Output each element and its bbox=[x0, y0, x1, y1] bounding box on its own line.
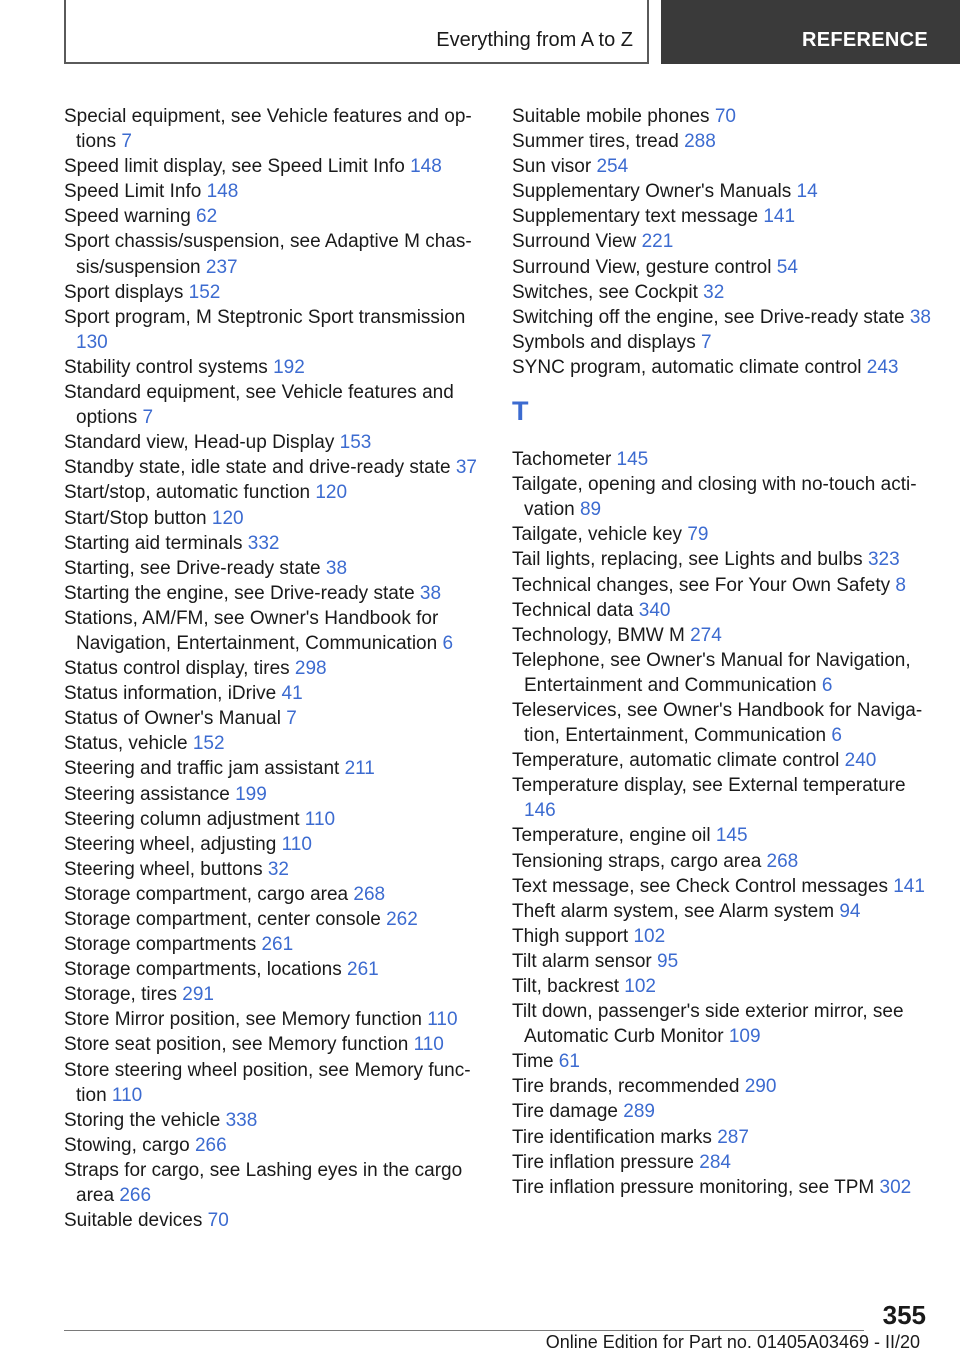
index-entry bbox=[512, 1125, 932, 1150]
page-link[interactable]: 38 bbox=[325, 557, 348, 579]
index-entry-text: Technology, BMW M bbox=[512, 624, 691, 646]
index-list-t bbox=[512, 447, 932, 1200]
index-entry bbox=[64, 1007, 480, 1032]
page-link[interactable]: 340 bbox=[638, 599, 671, 621]
page-link[interactable]: 37 bbox=[455, 457, 477, 479]
index-entry-text: Tail lights, replacing, see Lights and bulbs bbox=[512, 549, 868, 571]
page-link[interactable]: 261 bbox=[261, 934, 294, 956]
page-link[interactable]: 211 bbox=[344, 758, 375, 780]
index-entry-text: Suitable mobile phones bbox=[512, 106, 715, 127]
page-link[interactable]: 6 bbox=[442, 632, 454, 654]
index-entry-text: Temperature display, see External temperature bbox=[512, 775, 906, 797]
index-entry bbox=[512, 974, 932, 999]
index-entry-text: Supplementary Owner's Manuals bbox=[512, 181, 797, 203]
index-entry-text: Tilt alarm sensor bbox=[512, 950, 657, 972]
index-entry-text: Special equipment, see Vehicle features and options bbox=[64, 106, 472, 153]
index-entry bbox=[512, 129, 932, 154]
index-entry bbox=[64, 154, 480, 179]
index-entry-text: Steering assistance bbox=[64, 783, 236, 805]
index-entry-text: Telephone, see Owner's Manual for Navigation, Entertainment and Communication bbox=[512, 649, 911, 696]
index-entry bbox=[512, 355, 932, 380]
index-entry-text: Store steering wheel position, see Memory function bbox=[64, 1059, 471, 1106]
index-entry bbox=[512, 104, 932, 129]
index-entry bbox=[512, 1074, 932, 1099]
index-entry bbox=[64, 1058, 480, 1108]
index-entry bbox=[64, 1108, 480, 1133]
page-link[interactable]: 102 bbox=[624, 976, 656, 997]
index-entry-text: Tailgate, opening and closing with no-touch activation bbox=[512, 474, 917, 521]
section-title: Everything from A to Z bbox=[436, 29, 633, 51]
page-link[interactable]: 290 bbox=[744, 1076, 777, 1098]
page-link[interactable]: 323 bbox=[867, 549, 900, 571]
index-entry-text: Sport program, M Steptronic Sport transmission bbox=[64, 306, 466, 328]
page-link[interactable]: 332 bbox=[247, 532, 280, 554]
page-link[interactable]: 79 bbox=[687, 524, 709, 546]
index-entry-text: Standard equipment, see Vehicle features and options bbox=[64, 382, 454, 429]
page-link[interactable]: 266 bbox=[119, 1185, 152, 1207]
index-entry bbox=[64, 606, 480, 656]
index-entry-text: Thigh support bbox=[512, 925, 634, 947]
page-link[interactable]: 148 bbox=[206, 181, 239, 203]
index-entry bbox=[512, 280, 932, 305]
index-entry bbox=[64, 907, 480, 932]
index-entry-text: Stations, AM/FM, see Owner's Handbook for Navigation, Entertainment, Communication bbox=[64, 607, 443, 654]
index-entry-text: Tire inflation pressure monitoring, see TPM bbox=[512, 1176, 880, 1198]
index-entry-text: Starting, see Drive-ready state bbox=[64, 557, 326, 579]
page-link[interactable]: 32 bbox=[703, 281, 725, 303]
index-entry-text: Status control display, tires bbox=[64, 658, 295, 680]
page-link[interactable]: 288 bbox=[684, 131, 716, 153]
index-entry-text: Storage compartment, center console bbox=[64, 909, 387, 930]
index-entry bbox=[512, 573, 932, 598]
page-link[interactable]: 284 bbox=[699, 1151, 731, 1173]
index-entry bbox=[64, 756, 480, 781]
index-entry bbox=[512, 874, 932, 899]
index-entry bbox=[64, 581, 480, 606]
index-entry-text: Stability control systems bbox=[64, 356, 274, 378]
page-link[interactable]: 268 bbox=[766, 850, 799, 872]
page-link[interactable]: 289 bbox=[623, 1101, 655, 1123]
index-entry-text: Start/Stop button bbox=[64, 507, 212, 529]
page-link[interactable]: 38 bbox=[419, 582, 442, 604]
index-entry bbox=[64, 380, 480, 430]
index-entry bbox=[64, 1208, 480, 1233]
header-section-box bbox=[64, 0, 649, 64]
index-entry-text: Theft alarm system, see Alarm system bbox=[512, 900, 840, 922]
index-entry-text: Store seat position, see Memory function bbox=[64, 1034, 414, 1056]
page-link[interactable]: 268 bbox=[353, 883, 386, 905]
index-column-left bbox=[64, 104, 480, 1233]
index-entry-text: Switching off the engine, see Drive-ready state bbox=[512, 306, 910, 328]
index-entry-text: Technical data bbox=[512, 599, 639, 621]
index-entry bbox=[64, 104, 480, 154]
page-link[interactable]: 32 bbox=[267, 858, 289, 880]
letter-heading: T bbox=[512, 396, 529, 427]
index-entry bbox=[512, 229, 932, 254]
page-link[interactable]: 302 bbox=[879, 1176, 912, 1198]
page-link[interactable]: 38 bbox=[909, 306, 931, 328]
page-link[interactable]: 110 bbox=[281, 833, 312, 855]
index-entry bbox=[64, 229, 480, 279]
index-entry bbox=[512, 204, 932, 229]
page-link[interactable]: 148 bbox=[410, 156, 442, 178]
index-entry bbox=[64, 556, 480, 581]
index-entry-text: Storage, tires bbox=[64, 984, 183, 1006]
index-entry bbox=[64, 982, 480, 1007]
page-link[interactable]: 152 bbox=[192, 733, 225, 755]
index-entry bbox=[512, 598, 932, 623]
index-entry bbox=[64, 280, 480, 305]
page-link[interactable]: 7 bbox=[142, 407, 154, 429]
page-link[interactable]: 110 bbox=[427, 1009, 458, 1031]
index-entry bbox=[512, 154, 932, 179]
page-link[interactable]: 120 bbox=[211, 507, 244, 529]
index-entry bbox=[64, 430, 480, 455]
index-entry bbox=[512, 1099, 932, 1124]
index-entry-text: Tire identification marks bbox=[512, 1126, 718, 1148]
index-entry bbox=[64, 782, 480, 807]
index-entry-text: Suitable devices bbox=[64, 1210, 208, 1232]
page-link[interactable]: 6 bbox=[821, 674, 833, 696]
page-link[interactable]: 298 bbox=[294, 658, 327, 680]
index-entry-text: Tailgate, vehicle key bbox=[512, 524, 688, 546]
index-entry-text: Temperature, engine oil bbox=[512, 825, 716, 847]
index-entry bbox=[64, 355, 480, 380]
index-entry bbox=[64, 179, 480, 204]
page-link[interactable]: 274 bbox=[690, 624, 722, 646]
index-entry bbox=[64, 807, 480, 832]
index-entry-text: Standard view, Head-up Display bbox=[64, 432, 340, 454]
page-link[interactable]: 152 bbox=[188, 281, 221, 303]
index-entry bbox=[64, 706, 480, 731]
index-entry-text: Tachometer bbox=[512, 449, 617, 471]
page-link[interactable]: 70 bbox=[714, 106, 736, 127]
index-entry-text: Start/stop, automatic function bbox=[64, 482, 316, 504]
index-entry-text: Tilt down, passenger's side exterior mirror, see Automatic Curb Monitor bbox=[512, 1001, 904, 1048]
page-link[interactable]: 102 bbox=[633, 925, 666, 947]
index-entry-text: Tire inflation pressure bbox=[512, 1151, 700, 1173]
index-entry bbox=[512, 999, 932, 1049]
index-entry bbox=[512, 823, 932, 848]
footer-edition: Online Edition for Part no. 01405A03469 - II/20 bbox=[545, 1332, 920, 1352]
index-entry bbox=[512, 924, 932, 949]
index-entry-text: Time bbox=[512, 1051, 559, 1073]
page-link[interactable]: 89 bbox=[579, 499, 602, 521]
index-entry-text: Tensioning straps, cargo area bbox=[512, 850, 767, 872]
index-entry-text: Speed Limit Info bbox=[64, 181, 207, 203]
index-entry bbox=[64, 882, 480, 907]
index-entry-text: Storing the vehicle bbox=[64, 1109, 226, 1131]
index-entry bbox=[64, 455, 480, 480]
index-entry bbox=[64, 957, 480, 982]
index-entry-text: Steering wheel, adjusting bbox=[64, 833, 282, 855]
index-entry-text: SYNC program, automatic climate control bbox=[512, 356, 867, 378]
index-entry-text: Storage compartments bbox=[64, 934, 262, 956]
page-link[interactable]: 110 bbox=[111, 1084, 143, 1106]
index-entry-text: Speed limit display, see Speed Limit Info bbox=[64, 156, 411, 178]
index-entry bbox=[512, 1150, 932, 1175]
index-entry-text: Status, vehicle bbox=[64, 733, 193, 755]
page-link[interactable]: 94 bbox=[839, 900, 861, 922]
page-link[interactable]: 141 bbox=[763, 206, 796, 228]
index-entry bbox=[64, 656, 480, 681]
index-entry-text: Sport chassis/suspension, see Adaptive M chassis/suspension bbox=[64, 231, 472, 278]
page-link[interactable]: 54 bbox=[776, 256, 798, 278]
page-link[interactable]: 41 bbox=[281, 683, 303, 705]
page-link[interactable]: 95 bbox=[657, 950, 679, 972]
page-link[interactable]: 254 bbox=[596, 156, 629, 178]
index-entry bbox=[512, 899, 932, 924]
page-link[interactable]: 192 bbox=[273, 356, 305, 378]
index-entry bbox=[64, 1133, 480, 1158]
index-entry bbox=[512, 447, 932, 472]
index-entry-text: Tire brands, recommended bbox=[512, 1076, 745, 1098]
index-entry-text: Storage compartments, locations bbox=[64, 959, 348, 981]
index-entry bbox=[64, 1158, 480, 1208]
index-entry bbox=[512, 1175, 932, 1200]
index-entry-text: Temperature, automatic climate control bbox=[512, 750, 845, 772]
page-number: 355 bbox=[882, 1300, 926, 1330]
index-entry-text: Surround View bbox=[512, 231, 642, 253]
page-link[interactable]: 8 bbox=[895, 574, 906, 596]
index-entry-text: Stowing, cargo bbox=[64, 1134, 195, 1156]
page-link[interactable]: 109 bbox=[728, 1026, 761, 1048]
index-entry bbox=[512, 773, 932, 823]
index-entry bbox=[64, 506, 480, 531]
page-link[interactable]: 266 bbox=[194, 1134, 227, 1156]
index-entry-text: Storage compartment, cargo area bbox=[64, 883, 354, 905]
index-entry-text: Symbols and displays bbox=[512, 331, 702, 353]
index-entry-text: Text message, see Check Control messages bbox=[512, 875, 894, 897]
index-entry bbox=[512, 849, 932, 874]
index-entry bbox=[512, 522, 932, 547]
index-entry-text: Status of Owner's Manual bbox=[64, 708, 287, 730]
page-link[interactable]: 110 bbox=[304, 808, 336, 830]
index-entry bbox=[512, 623, 932, 648]
index-entry-text: Store Mirror position, see Memory function bbox=[64, 1009, 428, 1031]
index-entry bbox=[64, 731, 480, 756]
page-link[interactable]: 7 bbox=[286, 708, 297, 730]
page-link[interactable]: 130 bbox=[76, 331, 108, 353]
index-entry bbox=[64, 681, 480, 706]
index-entry bbox=[512, 648, 932, 698]
index-entry-text: Tilt, backrest bbox=[512, 976, 625, 997]
page-link[interactable]: 62 bbox=[196, 206, 218, 228]
index-entry-text: Speed warning bbox=[64, 206, 197, 228]
index-entry bbox=[64, 832, 480, 857]
page-link[interactable]: 141 bbox=[893, 875, 925, 897]
index-entry-text: Starting aid terminals bbox=[64, 532, 248, 554]
page-link[interactable]: 120 bbox=[315, 482, 348, 504]
index-entry-text: Steering column adjustment bbox=[64, 808, 305, 830]
index-entry-text: Supplementary text message bbox=[512, 206, 764, 228]
page-link[interactable]: 146 bbox=[524, 800, 556, 822]
index-list-s bbox=[512, 104, 932, 380]
reference-tab-label: REFERENCE bbox=[802, 29, 929, 51]
index-entry-text: Steering and traffic jam assistant bbox=[64, 758, 345, 780]
page-link[interactable]: 7 bbox=[701, 331, 712, 353]
page-link[interactable]: 240 bbox=[844, 750, 877, 772]
footer-divider bbox=[64, 1330, 864, 1331]
index-entry bbox=[64, 204, 480, 229]
page-link[interactable]: 6 bbox=[831, 725, 842, 747]
index-entry bbox=[64, 305, 480, 355]
index-entry bbox=[64, 857, 480, 882]
index-entry bbox=[512, 179, 932, 204]
index-entry bbox=[512, 748, 932, 773]
index-entry-text: Teleservices, see Owner's Handbook for Navigation, Entertainment, Communication bbox=[512, 699, 923, 747]
page-link[interactable]: 7 bbox=[121, 131, 132, 153]
reference-tab[interactable] bbox=[661, 0, 960, 64]
index-entry-text: Summer tires, tread bbox=[512, 131, 685, 153]
index-column-right bbox=[512, 104, 932, 1200]
index-entry bbox=[512, 255, 932, 280]
page-link[interactable]: 70 bbox=[207, 1210, 229, 1232]
page-link[interactable]: 287 bbox=[717, 1126, 749, 1148]
index-entry-text: Steering wheel, buttons bbox=[64, 858, 268, 880]
page-link[interactable]: 261 bbox=[347, 959, 379, 981]
page-link[interactable]: 153 bbox=[339, 432, 372, 454]
index-entry bbox=[512, 1049, 932, 1074]
index-entry-text: Standby state, idle state and drive-ready state bbox=[64, 457, 456, 479]
index-entry bbox=[512, 472, 932, 522]
page-link[interactable]: 237 bbox=[205, 256, 238, 278]
index-entry bbox=[64, 932, 480, 957]
index-list-left bbox=[64, 104, 480, 1233]
page-link[interactable]: 291 bbox=[182, 984, 214, 1006]
page-link[interactable]: 145 bbox=[715, 825, 748, 847]
page-link[interactable]: 199 bbox=[235, 783, 267, 805]
index-entry-text: Technical changes, see For Your Own Safety bbox=[512, 574, 896, 596]
index-entry-text: Switches, see Cockpit bbox=[512, 281, 704, 303]
index-entry-text: Sun visor bbox=[512, 156, 597, 178]
index-entry bbox=[64, 1032, 480, 1057]
index-entry bbox=[512, 330, 932, 355]
index-entry-text: Tire damage bbox=[512, 1101, 624, 1123]
index-entry-text: Sport displays bbox=[64, 281, 189, 303]
index-entry-text: Straps for cargo, see Lashing eyes in the cargo area bbox=[64, 1159, 463, 1207]
index-entry bbox=[64, 480, 480, 505]
index-entry bbox=[64, 531, 480, 556]
index-entry-text: Status information, iDrive bbox=[64, 683, 282, 705]
page-link[interactable]: 110 bbox=[413, 1034, 444, 1056]
page-link[interactable]: 145 bbox=[616, 449, 649, 471]
page-link[interactable]: 262 bbox=[386, 909, 418, 930]
index-entry bbox=[512, 949, 932, 974]
index-entry-text: Surround View, gesture control bbox=[512, 256, 777, 278]
page-link[interactable]: 243 bbox=[866, 356, 899, 378]
index-entry bbox=[512, 547, 932, 572]
page-link[interactable]: 61 bbox=[558, 1051, 580, 1073]
page-link[interactable]: 221 bbox=[641, 231, 674, 253]
index-entry bbox=[512, 305, 932, 330]
page-link[interactable]: 14 bbox=[796, 181, 818, 203]
index-entry bbox=[512, 698, 932, 748]
page-link[interactable]: 338 bbox=[225, 1109, 258, 1131]
index-entry-text: Starting the engine, see Drive-ready state bbox=[64, 582, 420, 604]
